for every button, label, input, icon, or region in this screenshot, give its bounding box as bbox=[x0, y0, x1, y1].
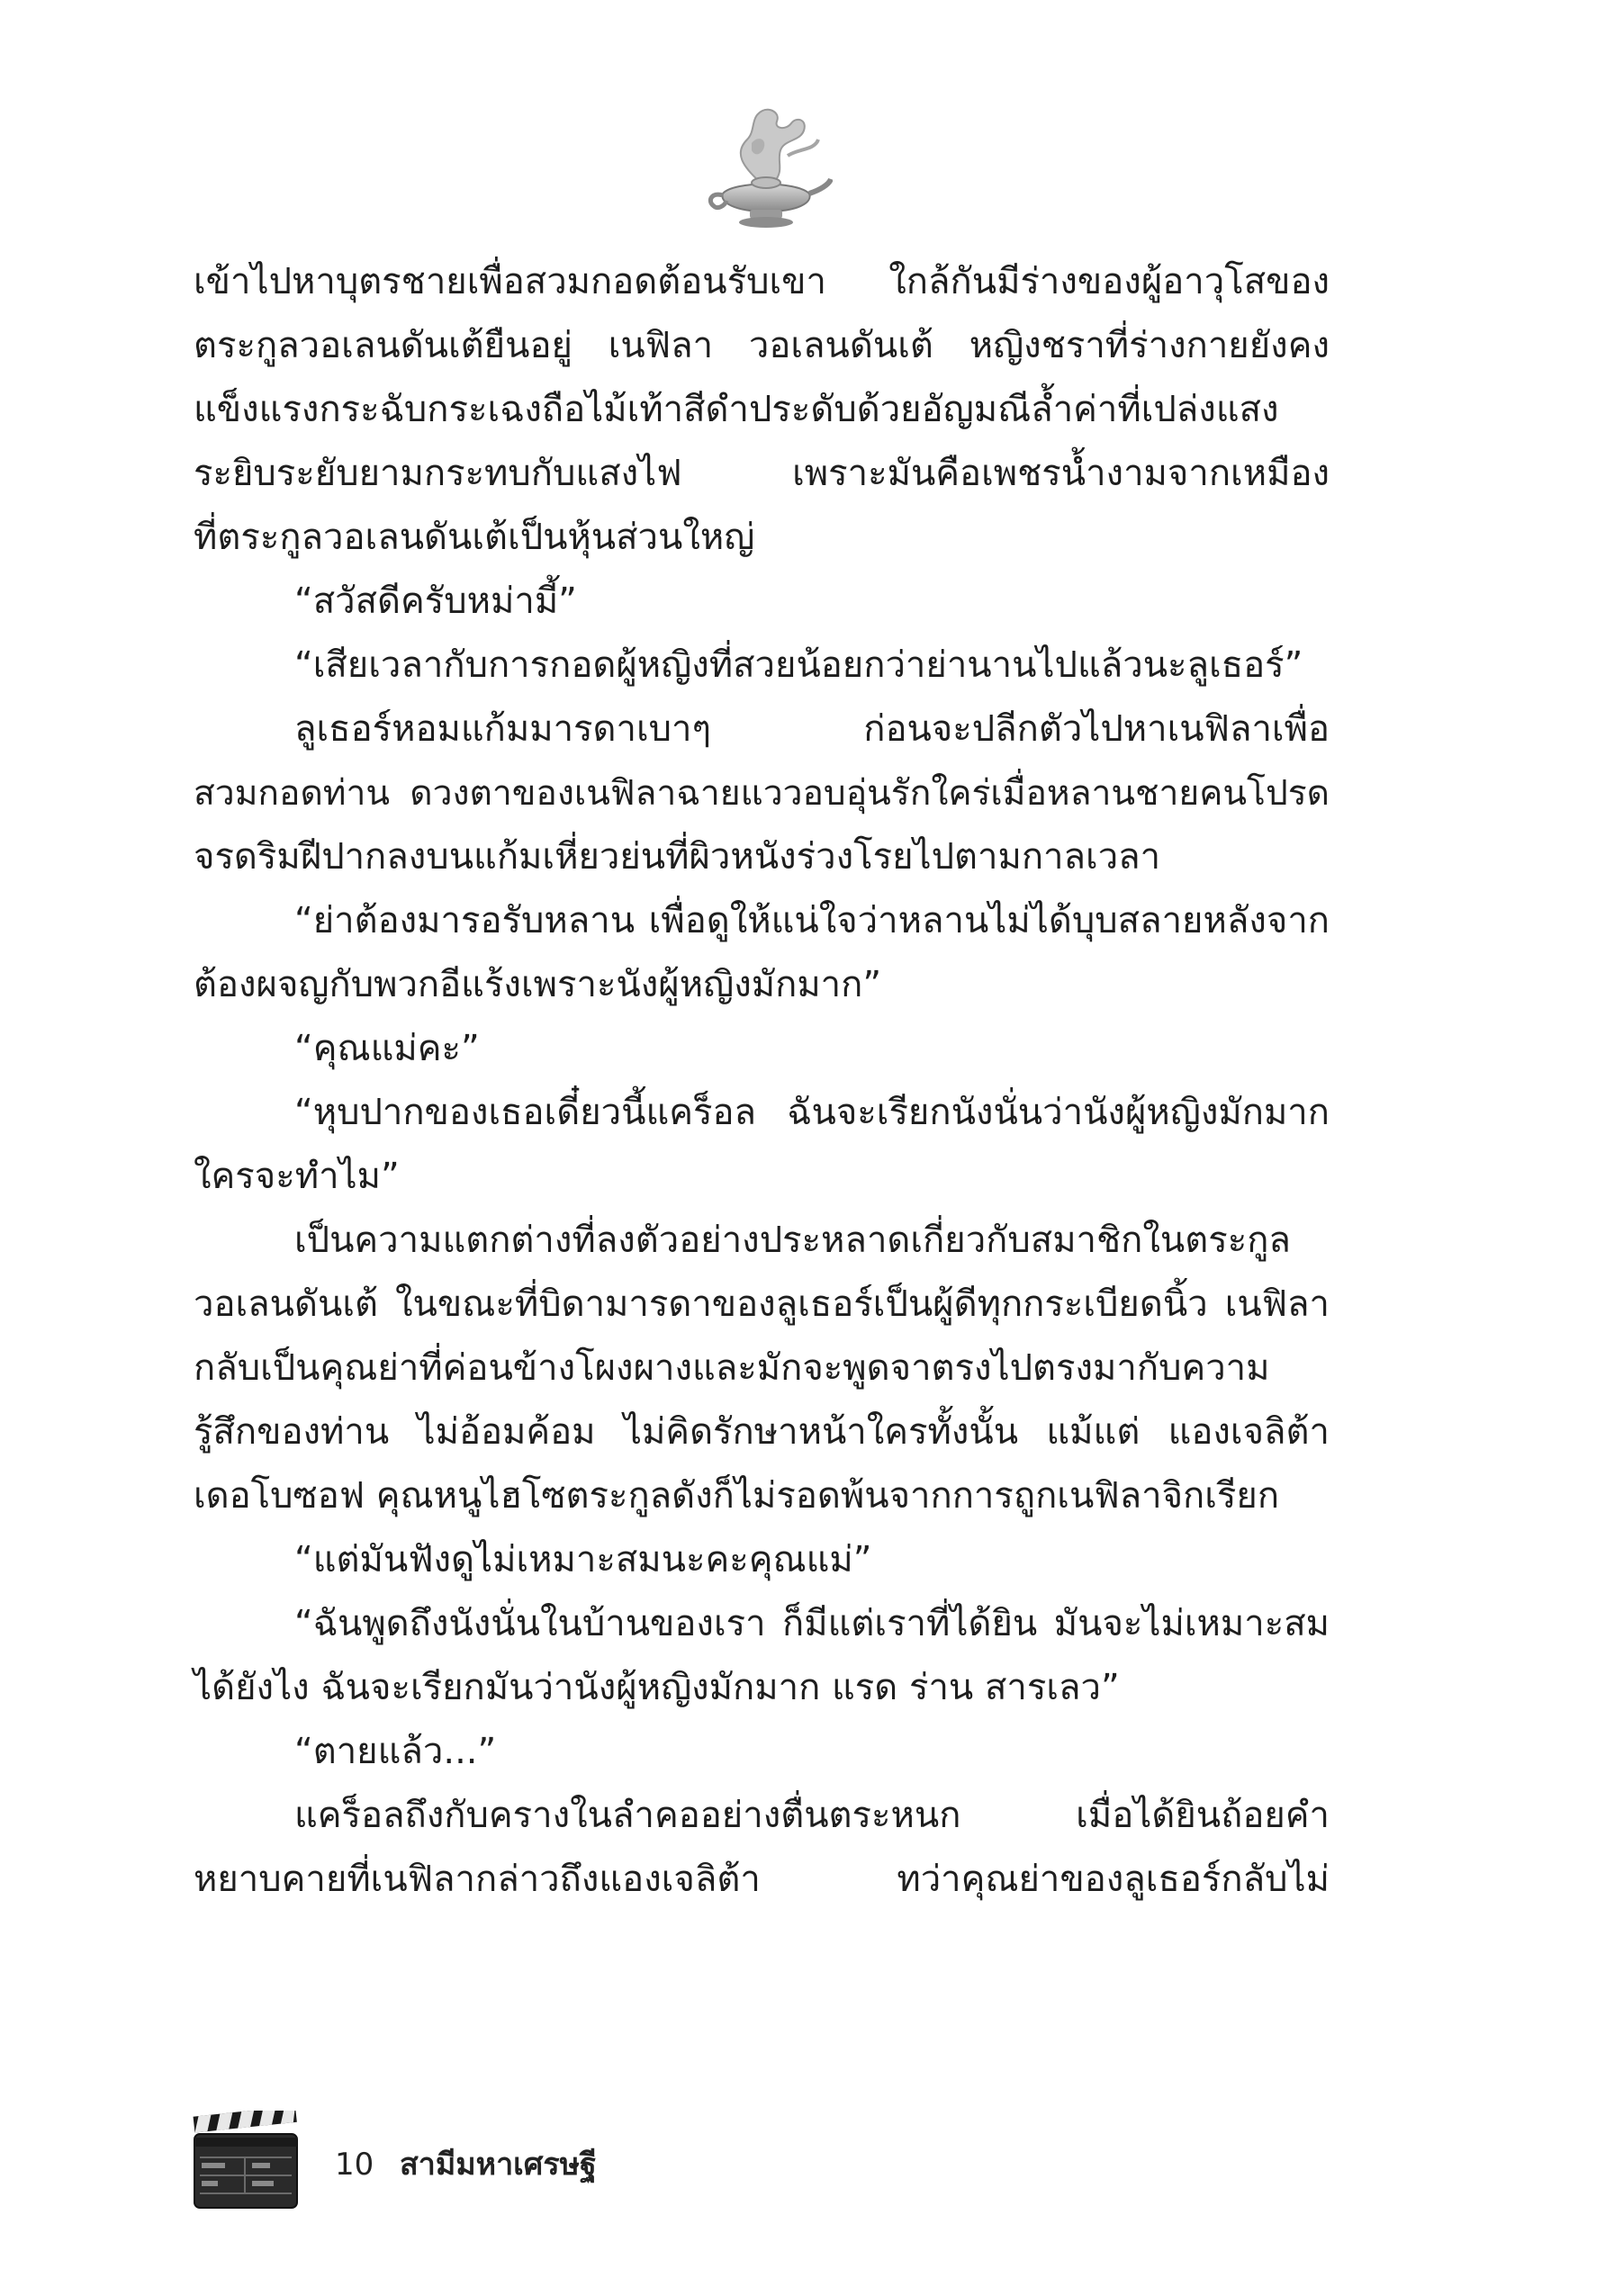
body-text bbox=[194, 250, 1330, 1912]
page-footer bbox=[191, 2111, 821, 2210]
text-line: ที่ตระกูลวอเลนดันเต้เป็นหุ้นส่วนใหญ่ bbox=[194, 517, 755, 558]
text-line: ลูเธอร์หอมแก้มมารดาเบาๆ ก่อนจะปลีกตัวไปหาเนฟิลาเพื่อ bbox=[294, 708, 1330, 750]
text-line: ตระกูลวอเลนดันเต้ยืนอยู่ เนฟิลา วอเลนดันเต้ หญิงชราที่ร่างกายยังคง bbox=[194, 325, 1330, 366]
text-line: แคร็อลถึงกับครางในลำคออย่างตื่นตระหนก เมื่อได้ยินถ้อยคำ bbox=[294, 1795, 1330, 1836]
text-line: หยาบคายที่เนฟิลากล่าวถึงแองเจลิต้า ทว่าคุณย่าของลูเธอร์กลับไม่ bbox=[194, 1859, 1330, 1900]
book-title: สามีมหาเศรษฐี bbox=[400, 2147, 597, 2183]
genie-lamp-icon bbox=[698, 104, 833, 234]
page-number: 10 bbox=[335, 2147, 374, 2183]
text-line: กลับเป็นคุณย่าที่ค่อนข้างโผงผางและมักจะพูดจาตรงไปตรงมากับความ bbox=[194, 1347, 1270, 1389]
text-line: เข้าไปหาบุตรชายเพื่อสวมกอดต้อนรับเขา ใกล้กันมีร่างของผู้อาวุโสของ bbox=[194, 261, 1330, 302]
text-line: เดอโบซอฟ คุณหนูไฮโซตระกูลดังก็ไม่รอดพ้นจากการถูกเนฟิลาจิกเรียก bbox=[194, 1475, 1280, 1517]
clapperboard-icon bbox=[191, 2111, 301, 2210]
text-line: แข็งแรงกระฉับกระเฉงถือไม้เท้าสีดำประดับด้วยอัญมณีล้ำค่าที่เปล่งแสง bbox=[194, 389, 1279, 430]
text-line: “ฉันพูดถึงนังนั่นในบ้านของเรา ก็มีแต่เราที่ได้ยิน มันจะไม่เหมาะสม bbox=[294, 1603, 1330, 1644]
text-line: “ตายแล้ว...” bbox=[294, 1731, 497, 1772]
text-line: “แต่มันฟังดูไม่เหมาะสมนะคะคุณแม่” bbox=[294, 1539, 872, 1580]
text-line: ใครจะทำไม” bbox=[194, 1156, 400, 1197]
text-line: วอเลนดันเต้ ในขณะที่บิดามารดาของลูเธอร์เป็นผู้ดีทุกกระเบียดนิ้ว เนฟิลา bbox=[194, 1283, 1330, 1325]
text-line: ระยิบระยับยามกระทบกับแสงไฟ เพราะมันคือเพชรน้ำงามจากเหมือง bbox=[194, 453, 1330, 494]
text-line: “คุณแม่คะ” bbox=[294, 1028, 480, 1069]
text-line: “หุบปากของเธอเดี๋ยวนี้แคร็อล ฉันจะเรียกนังนั่นว่านังผู้หญิงมักมาก bbox=[294, 1092, 1330, 1133]
text-line: “สวัสดีครับหม่ามี้” bbox=[294, 581, 577, 622]
text-line: “ย่าต้องมารอรับหลาน เพื่อดูให้แน่ใจว่าหลานไม่ได้บุบสลายหลังจาก bbox=[294, 900, 1330, 941]
text-line: ต้องผจญกับพวกอีแร้งเพราะนังผู้หญิงมักมาก” bbox=[194, 964, 882, 1005]
text-line: สวมกอดท่าน ดวงตาของเนฟิลาฉายแววอบอุ่นรักใคร่เมื่อหลานชายคนโปรด bbox=[194, 773, 1330, 814]
text-line: จรดริมฝีปากลงบนแก้มเหี่ยวย่นที่ผิวหนังร่วงโรยไปตามกาลเวลา bbox=[194, 836, 1161, 878]
text-line: รู้สึกของท่าน ไม่อ้อมค้อม ไม่คิดรักษาหน้าใครทั้งนั้น แม้แต่ แองเจลิต้า bbox=[194, 1411, 1330, 1453]
text-line: เป็นความแตกต่างที่ลงตัวอย่างประหลาดเกี่ยวกับสมาชิกในตระกูล bbox=[294, 1220, 1291, 1261]
text-line: ได้ยังไง ฉันจะเรียกมันว่านังผู้หญิงมักมาก แรด ร่าน สารเลว” bbox=[194, 1667, 1120, 1708]
text-line: “เสียเวลากับการกอดผู้หญิงที่สวยน้อยกว่าย่านานไปแล้วนะลูเธอร์” bbox=[294, 644, 1303, 686]
